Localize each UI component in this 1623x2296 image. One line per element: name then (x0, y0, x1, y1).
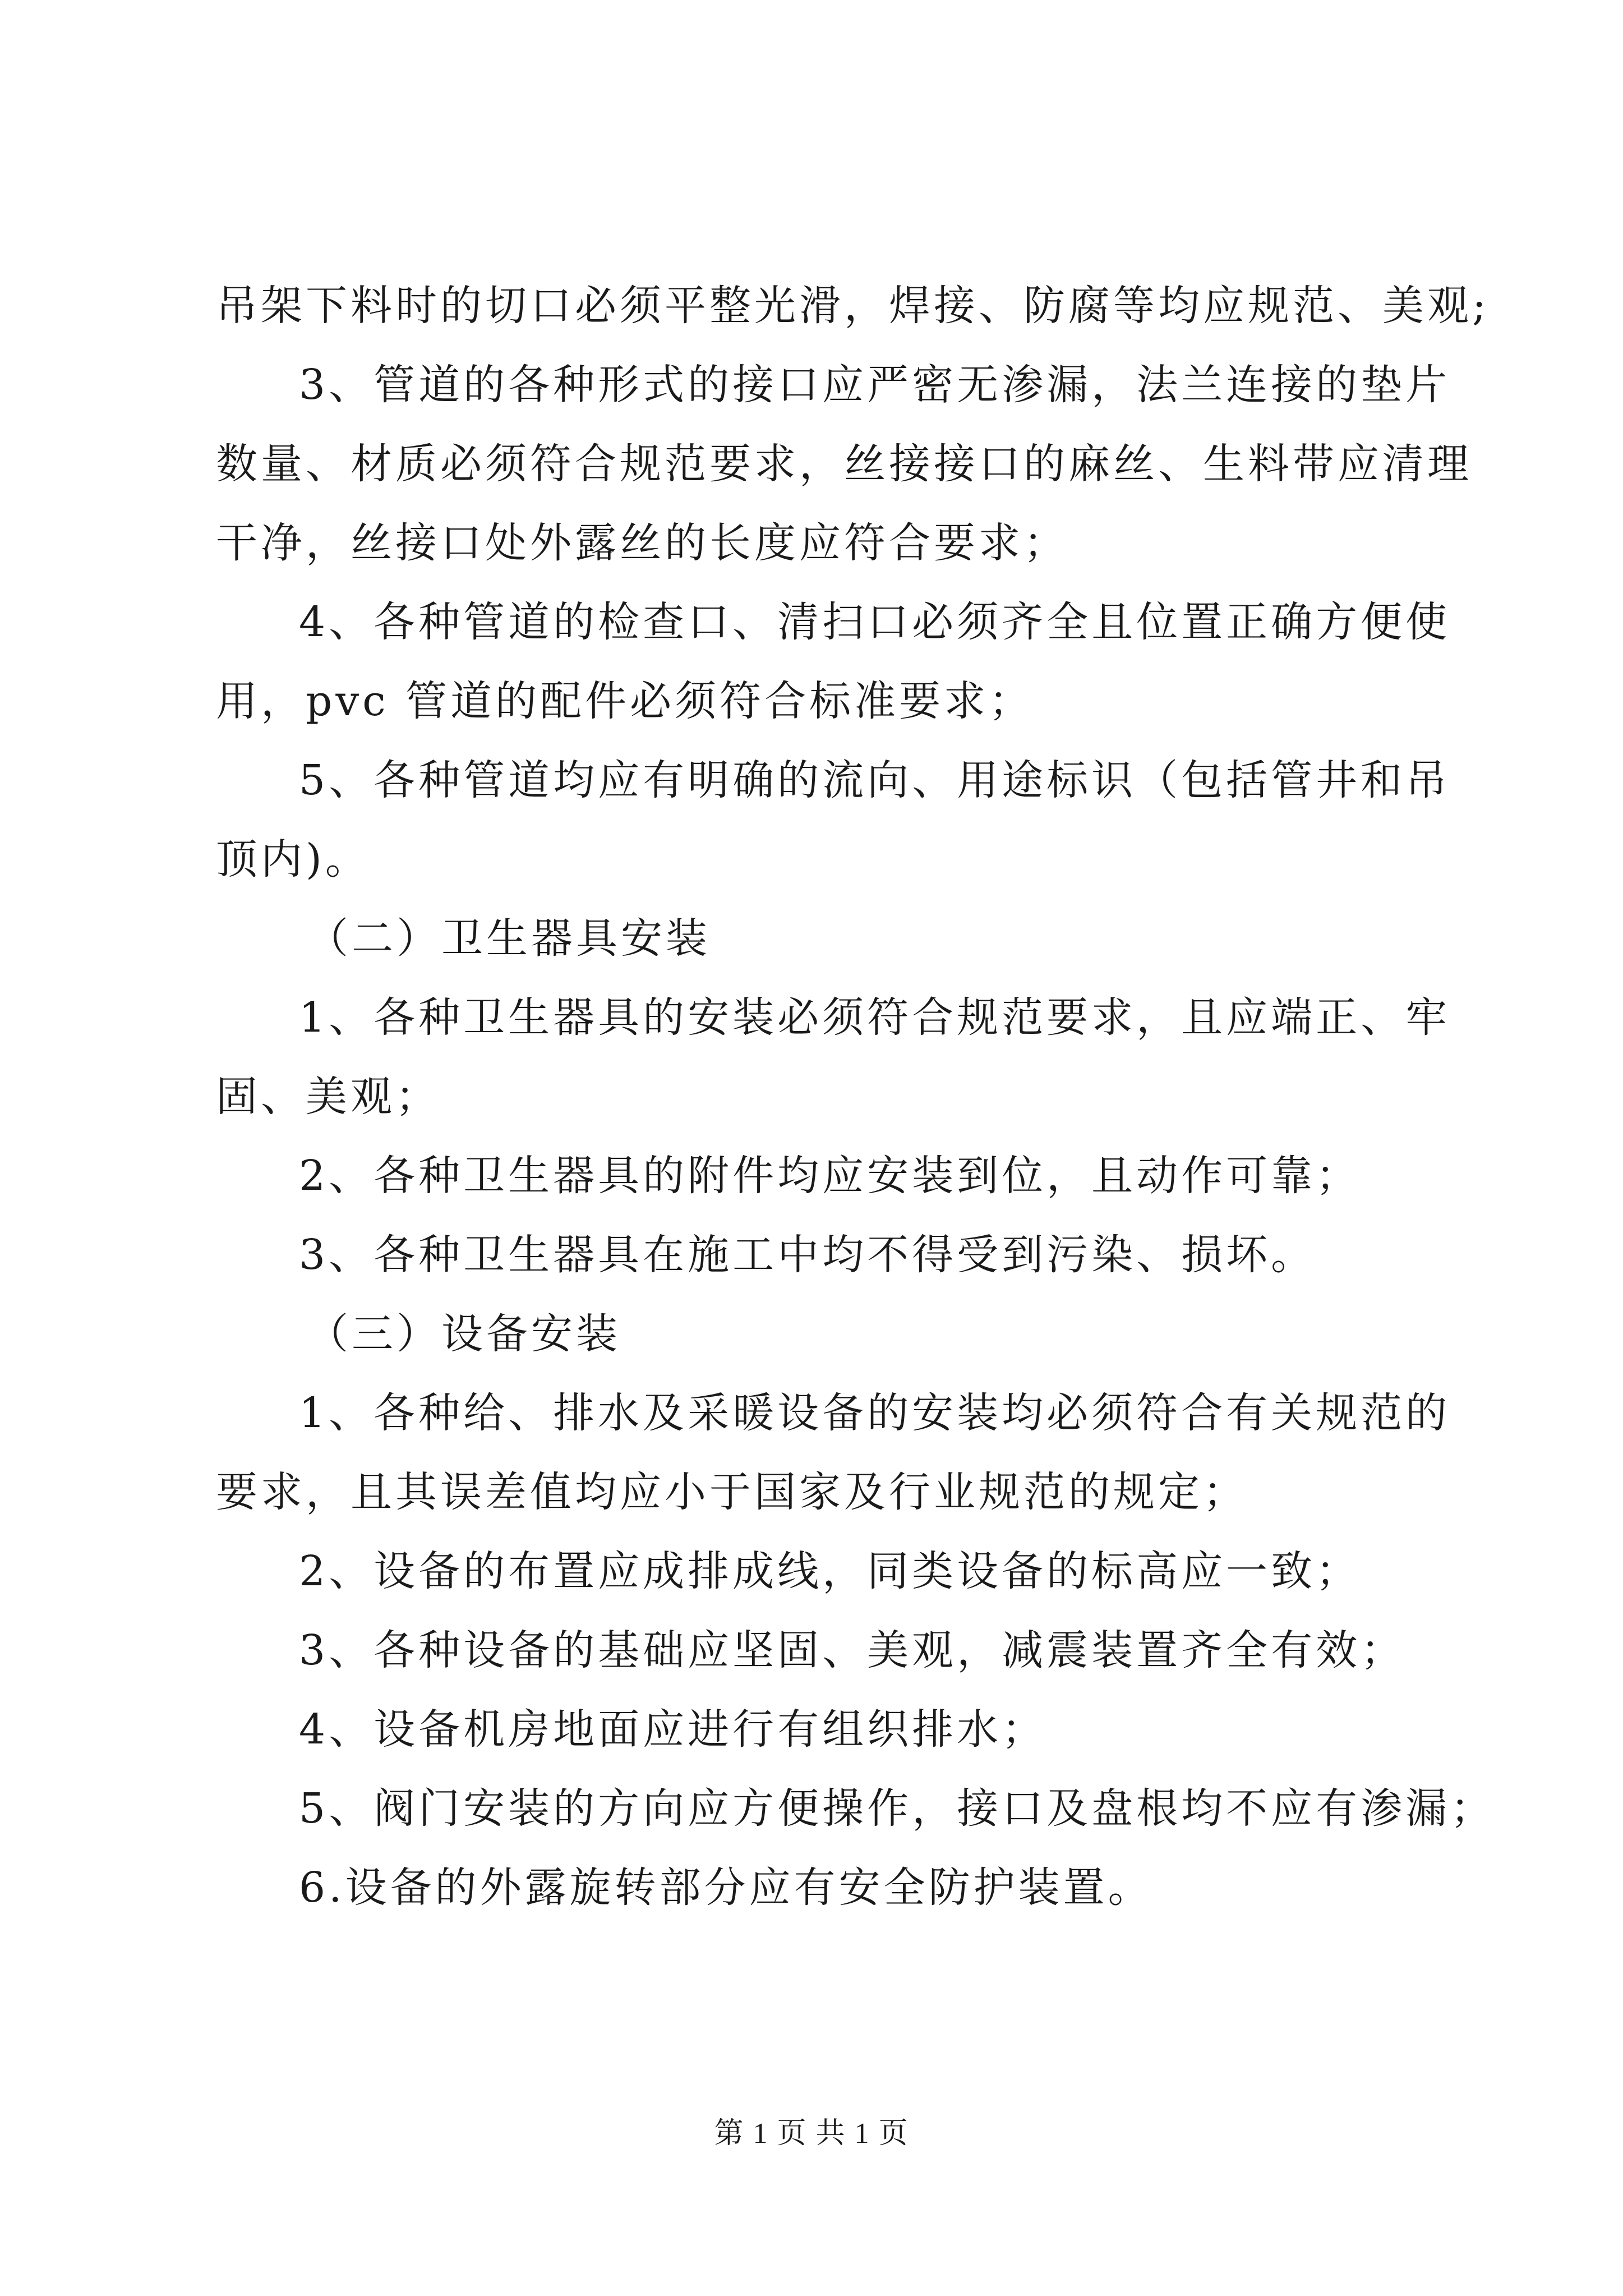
body-line: 4、各种管道的检查口、清扫口必须齐全且位置正确方便使 (299, 598, 1451, 646)
body-line: 5、阀门安装的方向应方便操作，接口及盘根均不应有渗漏； (299, 1784, 1496, 1833)
body-line: 4、设备机房地面应进行有组织排水； (299, 1705, 1047, 1754)
section-heading: （二）卫生器具安装 (307, 914, 711, 963)
body-line: 2、各种卫生器具的附件均应安装到位，且动作可靠； (299, 1152, 1361, 1200)
body-line: 3、各种设备的基础应坚固、美观，减震装置齐全有效； (299, 1626, 1406, 1674)
body-line: 要求，且其误差值均应小于国家及行业规范的规定； (216, 1468, 1248, 1516)
body-line: 顶内)。 (216, 835, 370, 884)
section-heading: （三）设备安装 (307, 1310, 621, 1358)
body-line: 干净，丝接口处外露丝的长度应符合要求； (216, 519, 1068, 567)
document-body (216, 266, 1496, 1927)
body-line: 用，pvc 管道的配件必须符合标准要求； (216, 677, 1034, 725)
body-line: 3、各种卫生器具在施工中均不得受到污染、损坏。 (299, 1231, 1316, 1279)
body-line: 吊架下料时的切口必须平整光滑，焊接、防腐等均应规范、美观; (216, 282, 1490, 330)
body-line: 1、各种给、排水及采暖设备的安装均必须符合有关规范的 (299, 1389, 1451, 1437)
body-line: 3、管道的各种形式的接口应严密无渗漏，法兰连接的垫片 (299, 361, 1451, 409)
body-line: 5、各种管道均应有明确的流向、用途标识（包括管井和吊 (299, 756, 1451, 804)
body-line: 6.设备的外露旋转部分应有安全防护装置。 (299, 1864, 1153, 1912)
page-number-footer: 第 1 页 共 1 页 (714, 2118, 909, 2150)
body-line: 1、各种卫生器具的安装必须符合规范要求，且应端正、牢 (299, 993, 1451, 1042)
body-line: 数量、材质必须符合规范要求，丝接接口的麻丝、生料带应清理 (216, 440, 1472, 488)
body-line: 2、设备的布置应成排成线，同类设备的标高应一致； (299, 1547, 1361, 1595)
body-line: 固、美观； (216, 1073, 440, 1121)
